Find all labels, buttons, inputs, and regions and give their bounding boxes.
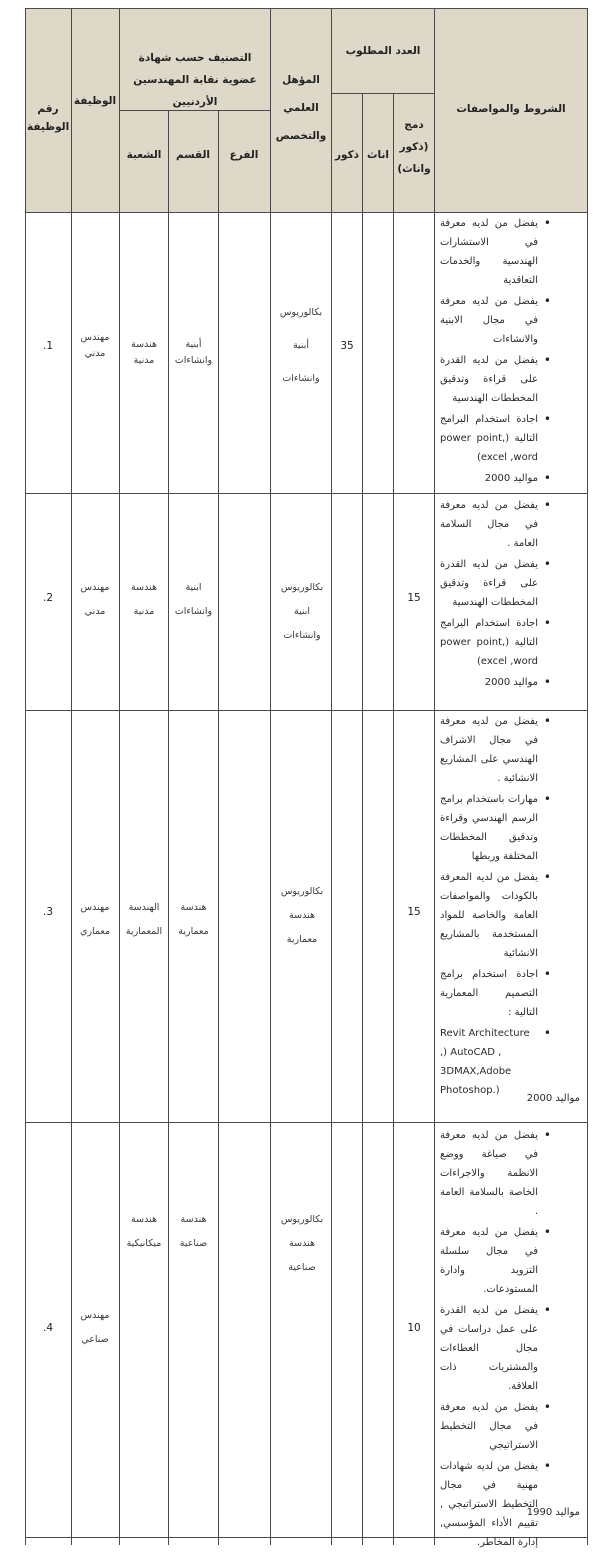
- qualification-cell: بكالوريوس أبنية وانشاءات: [279, 307, 323, 384]
- department-cell: هندسة معمارية: [178, 902, 209, 937]
- job-number: .1: [42, 340, 54, 352]
- male-count: 35: [340, 340, 354, 352]
- header-mixed: دمج (ذكور واناث): [397, 119, 431, 175]
- condition-item: • يفضل من لديه القدرة على قراءة وتدقيق المخططات الهندسية: [440, 555, 538, 612]
- column-line: [218, 110, 219, 1545]
- column-line: [587, 8, 588, 1545]
- mixed-count: 10: [407, 1322, 421, 1334]
- header-required-count: العدد المطلوب: [345, 45, 421, 57]
- conditions-list: [440, 496, 556, 694]
- department-cell: ابنية وانشاءات: [174, 582, 213, 617]
- birth-year: مواليد 2000: [526, 1093, 580, 1104]
- row-divider-1: [25, 493, 588, 494]
- header-department: القسم: [175, 149, 211, 161]
- row-divider-2: [25, 710, 588, 711]
- job-title: مهندس مدني: [80, 582, 110, 617]
- count-subheader-divider: [331, 93, 434, 94]
- column-line: [119, 8, 120, 1545]
- condition-item: • يفضل من لديه معرفة في الاستشارات الهندسية والخدمات التعاقدية: [440, 214, 538, 290]
- column-line: [270, 8, 271, 1545]
- conditions-list: [440, 712, 556, 1102]
- row-divider-3: [25, 1122, 588, 1123]
- mixed-count: 15: [407, 592, 421, 604]
- conditions-list: [440, 214, 556, 490]
- column-line: [393, 93, 394, 1545]
- condition-item: • Revit Architecture ,) AutoCAD , 3DMAX,Adobe Photoshop.): [440, 1024, 538, 1100]
- qualification-cell: بكالوريوس هندسة معمارية: [280, 886, 324, 945]
- qualification-cell: بكالوريوس ابنية وانشاءات: [280, 582, 324, 641]
- condition-item: • يفضل من لديه القدرة على قراءة وتدقيق المخططات الهندسية: [440, 351, 538, 408]
- header-division: الشعبة: [126, 149, 162, 161]
- job-title: مهندس معماري: [79, 902, 111, 937]
- condition-item: • يفضل من لديه القدرة على عمل دراسات في مجال العطاءات والمشتريات ذات العلاقة.: [440, 1301, 538, 1396]
- division-cell: الهندسة المعمارية: [125, 902, 163, 937]
- mixed-count: 15: [407, 906, 421, 918]
- division-cell: هندسة ميكانيكية: [126, 1214, 162, 1249]
- header-branch: الفرع: [229, 149, 259, 161]
- column-line: [362, 93, 363, 1545]
- condition-item: • يفضل من لديه المعرفة بالكودات والمواصفات العامة والخاصة للمواد المستخدمة بالمشاريع الانشائية: [440, 868, 538, 963]
- condition-item: • اجادة استخدام البرامج التالية (power point, excel ,word): [440, 614, 538, 671]
- condition-item: • يفضل من لديه معرفة في مجال التخطيط الاستراتيجي: [440, 1398, 538, 1455]
- division-cell: هندسة مدنية: [131, 339, 157, 366]
- condition-item: • مواليد 2000: [440, 673, 538, 692]
- department-cell: أبنية وانشاءات: [174, 339, 213, 366]
- condition-item: • يفضل من لديه معرفة في مجال الابنية والانشاءات: [440, 292, 538, 349]
- header-female: اناث: [366, 149, 390, 161]
- condition-item: • يفضل من لديه معرفة في مجال الاشراف الهندسي على المشاريع الانشائية .: [440, 712, 538, 788]
- job-number: .3: [42, 906, 54, 918]
- column-line: [71, 8, 72, 1545]
- condition-item: • يفضل من لديه معرفة في مجال السلامة العامة .: [440, 496, 538, 553]
- column-line: [25, 8, 26, 1545]
- division-cell: هندسة مدنية: [131, 582, 157, 617]
- column-line: [434, 8, 435, 1545]
- table-border-top: [25, 8, 588, 9]
- condition-item: • يفضل من لديه معرفة في صياغة ووضع الانظمة والاجراءات الخاصة بالسلامة العامة .: [440, 1126, 538, 1221]
- qualification-cell: بكالوريوس هندسة صناعية: [280, 1214, 324, 1273]
- header-conditions: الشروط والمواصفات: [456, 103, 566, 115]
- conditions-list: [440, 1126, 556, 1554]
- condition-item: • اجادة استخدام البرامج التالية (power point, excel ,word): [440, 410, 538, 467]
- column-line: [331, 8, 332, 1545]
- header-job-number: رقم الوظيفة: [27, 103, 70, 133]
- condition-item: • يفضل من لديه معرفة في مجال سلسلة التزويد وادارة المستودعات.: [440, 1223, 538, 1299]
- job-title: مهندس صناعي: [80, 1310, 110, 1345]
- condition-item: • اجادة استخدام برامج التصميم المعمارية التالية :: [440, 965, 538, 1022]
- header-male: ذكور: [334, 149, 360, 161]
- condition-item: • يفضل من لديه شهادات مهنية في مجال التخطيط الاستراتيجي , تقييم الأداء المؤسسي, إدارة المخاطر.: [440, 1457, 538, 1552]
- job-number: .4: [42, 1322, 54, 1334]
- column-line: [168, 110, 169, 1545]
- birth-year: مواليد 1990: [526, 1507, 580, 1518]
- header-classification: التصنيف حسب شهادة عضوية نقابة المهندسين الأردنيين: [133, 52, 257, 108]
- job-number: .2: [42, 592, 54, 604]
- header-qualification: المؤهل العلمي والتخصص: [275, 74, 327, 142]
- condition-item: • مهارات باستخدام برامج الرسم الهندسي وقراءة وتدقيق المخططات المختلفة وربطها: [440, 790, 538, 866]
- job-title: مهندس مدني: [80, 332, 110, 359]
- header-job: الوظيفة: [73, 95, 117, 107]
- department-cell: هندسة صناعية: [179, 1214, 208, 1249]
- condition-item: • مواليد 2000: [440, 469, 538, 488]
- header-bottom-line: [25, 212, 588, 213]
